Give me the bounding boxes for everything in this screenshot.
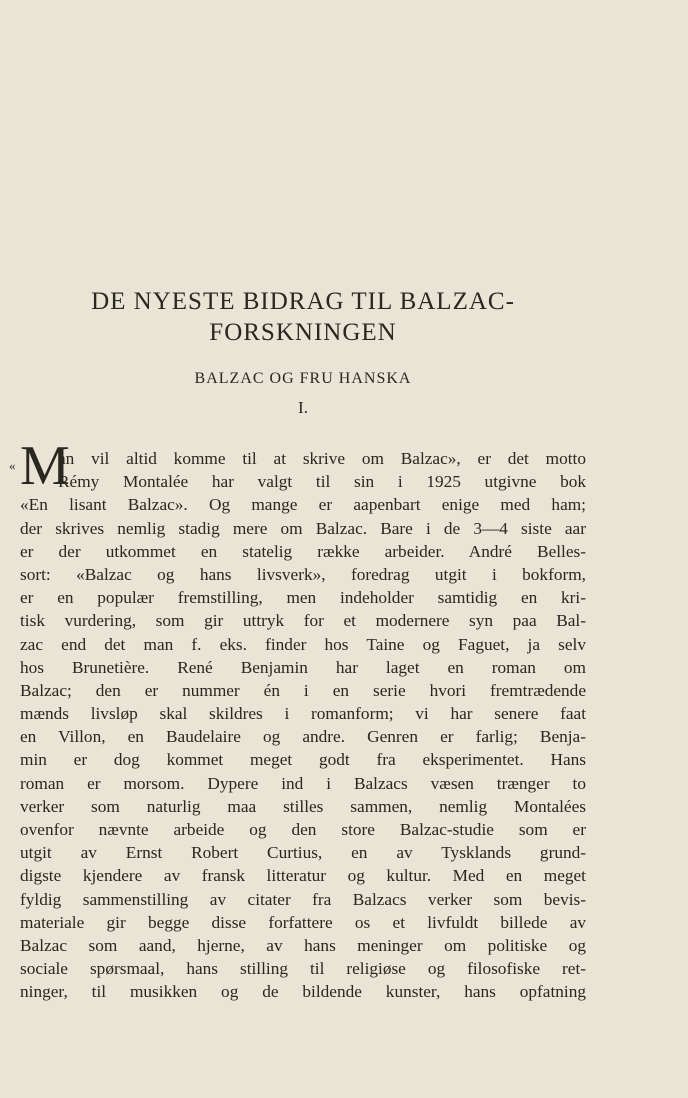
section-number: I. [298, 398, 308, 417]
text-line: en Villon, en Baudelaire og andre. Genren er farlig; Benja- [20, 727, 586, 747]
article-title [20, 286, 586, 348]
text-line: ninger, til musikken og de bildende kunster, hans opfatning [20, 982, 586, 1002]
text-line: sociale spørsmaal, hans stilling til religiøse og filosofiske ret- [20, 959, 586, 979]
text-line: min er dog kommet meget godt fra eksperimentet. Hans [20, 750, 586, 770]
text-line: Balzac; den er nummer én i en serie hvori fremtrædende [20, 680, 586, 700]
text-line: mænds livsløp skal skildres i romanform; vi har senere faat [20, 704, 586, 724]
text-line: «En lisant Balzac». Og mange er aapenbart enige med ham; [20, 495, 586, 515]
text-line: sort: «Balzac og hans livsverk», foredrag utgit i bokform, [20, 564, 586, 584]
text-line: zac end det man f. eks. finder hos Taine og Faguet, ja selv [20, 634, 586, 654]
opening-quote-mark: « [9, 458, 16, 473]
text-line: er der utkommet en statelig række arbeider. André Belles- [20, 541, 586, 561]
text-line: ovenfor nævnte arbeide og den store Balzac-studie som er [20, 820, 586, 839]
text-line: utgit av Ernst Robert Curtius, en av Tysklands grund- [20, 843, 586, 863]
text-line: hos Brunetière. René Benjamin har laget en roman om [20, 657, 586, 677]
text-line: roman er morsom. Dypere ind i Balzacs væsen trænger to [20, 773, 586, 793]
text-line: materiale gir begge disse forfattere os et livfuldt billede av [20, 912, 586, 932]
text-line: der skrives nemlig stadig mere om Balzac. Bare i de 3—4 siste aar [20, 518, 586, 538]
text-line: verker som naturlig maa stilles sammen, nemlig Montalées [20, 796, 586, 816]
text-line: Balzac som aand, hjerne, av hans meninger om politiske og [20, 935, 586, 955]
text-line: fyldig sammenstilling av citater fra Balzacs verker som bevis- [20, 889, 586, 909]
title-line-1: DE NYESTE BIDRAG TIL BALZAC- [91, 288, 515, 315]
text-line: Rémy Montalée har valgt til sin i 1925 utgivne bok [58, 472, 586, 492]
text-line: digste kjendere av fransk litteratur og kultur. Med en meget [20, 866, 586, 886]
text-line: er en populær fremstilling, men indeholder samtidig en kri- [20, 588, 586, 608]
article-subtitle: BALZAC OG FRU HANSKA [194, 370, 412, 387]
drop-cap: M [20, 435, 70, 497]
title-line-2: FORSKNINGEN [209, 319, 397, 346]
body-text [20, 447, 586, 1004]
text-line: tisk vurdering, som gir uttryk for et modernere syn paa Bal- [20, 611, 586, 631]
text-line: an vil altid komme til at skrive om Balzac», er det motto [58, 449, 586, 468]
